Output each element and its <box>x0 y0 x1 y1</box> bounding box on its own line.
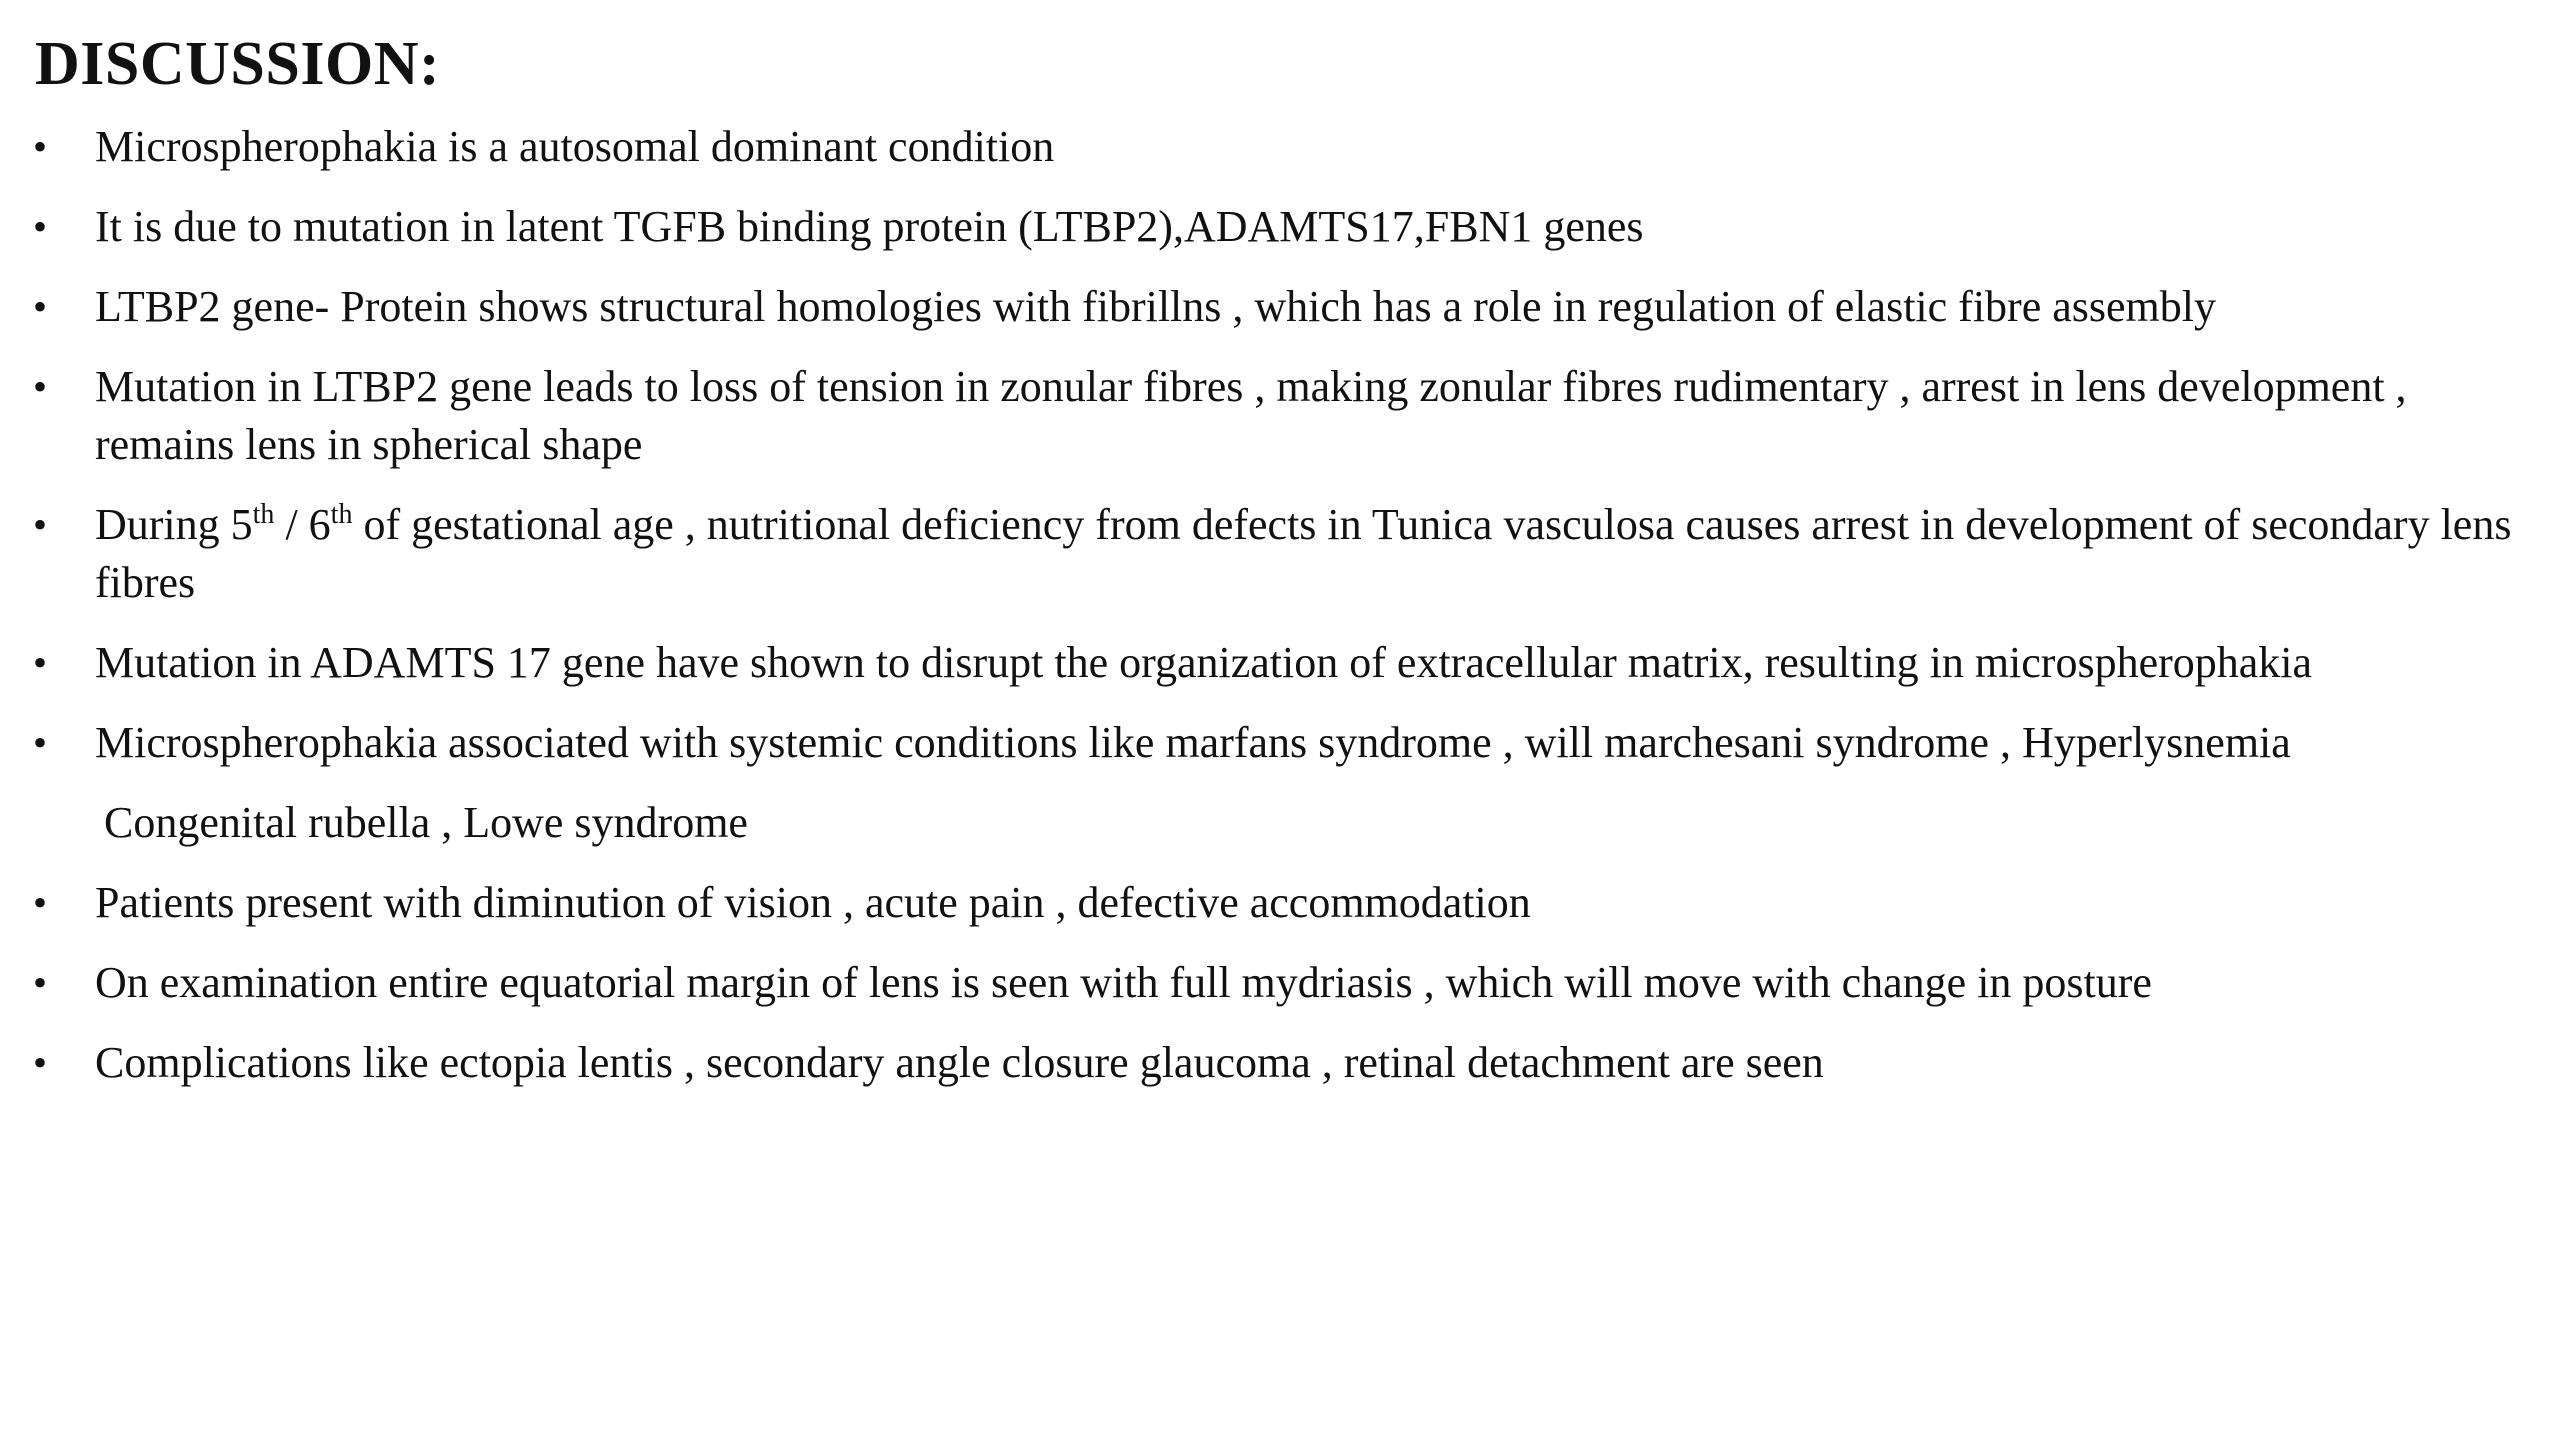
bullet-item <box>0 118 2540 176</box>
bullet-icon: • <box>33 960 48 1005</box>
bullet-text: On examination entire equatorial margin of lens is seen with full mydriasis , which will move with change in posture <box>95 958 2152 1007</box>
bullet-item <box>0 358 2540 474</box>
bullet-item <box>0 954 2540 1012</box>
bullet-text: Complications like ectopia lentis , secondary angle closure glaucoma , retinal detachment are seen <box>95 1038 1824 1087</box>
bullet-text: Mutation in ADAMTS 17 gene have shown to disrupt the organization of extracellular matrix, resulting in microspherophakia <box>95 638 2313 687</box>
bullet-text: Microspherophakia is a autosomal dominant condition <box>95 122 1055 171</box>
bullet-icon: • <box>33 880 48 925</box>
bullet-text: Mutation in LTBP2 gene leads to loss of tension in zonular fibres , making zonular fibres rudimentary , arrest in lens development , remains lens in spherical shape <box>95 362 2407 469</box>
bullet-item <box>0 1034 2540 1092</box>
bullet-text: Congenital rubella , Lowe syndrome <box>104 798 748 847</box>
bullet-icon: • <box>33 204 48 249</box>
bullet-item <box>0 714 2540 772</box>
bullet-item <box>0 634 2540 692</box>
bullet-item <box>0 278 2540 336</box>
bullet-icon: • <box>33 284 48 329</box>
superscript: th <box>330 499 353 530</box>
bullet-icon: • <box>33 502 48 547</box>
bullet-text: Patients present with diminution of vision , acute pain , defective accommodation <box>95 878 1531 927</box>
bullet-list <box>0 118 2540 1114</box>
bullet-item <box>0 496 2540 612</box>
superscript: th <box>252 499 275 530</box>
bullet-text <box>95 500 2511 607</box>
continuation-line <box>0 794 2540 852</box>
bullet-text-part: of gestational age , nutritional deficiency from defects in Tunica vasculosa causes arrest in development of secondary lens fibres <box>95 500 2512 607</box>
bullet-icon: • <box>33 124 48 169</box>
bullet-item <box>0 874 2540 932</box>
bullet-text-part: During 5 <box>95 500 253 549</box>
bullet-text: Microspherophakia associated with systemic conditions like marfans syndrome , will marchesani syndrome , Hyperlysnemia <box>95 718 2291 767</box>
bullet-icon: • <box>33 720 48 765</box>
bullet-icon: • <box>33 364 48 409</box>
bullet-icon: • <box>33 640 48 685</box>
slide-title: DISCUSSION: <box>35 30 441 98</box>
bullet-icon: • <box>33 1040 48 1085</box>
bullet-text: LTBP2 gene- Protein shows structural homologies with fibrillns , which has a role in regulation of elastic fibre assembly <box>95 282 2216 331</box>
bullet-text: It is due to mutation in latent TGFB binding protein (LTBP2),ADAMTS17,FBN1 genes <box>95 202 1644 251</box>
bullet-text-part: / 6 <box>274 500 331 549</box>
bullet-item <box>0 198 2540 256</box>
